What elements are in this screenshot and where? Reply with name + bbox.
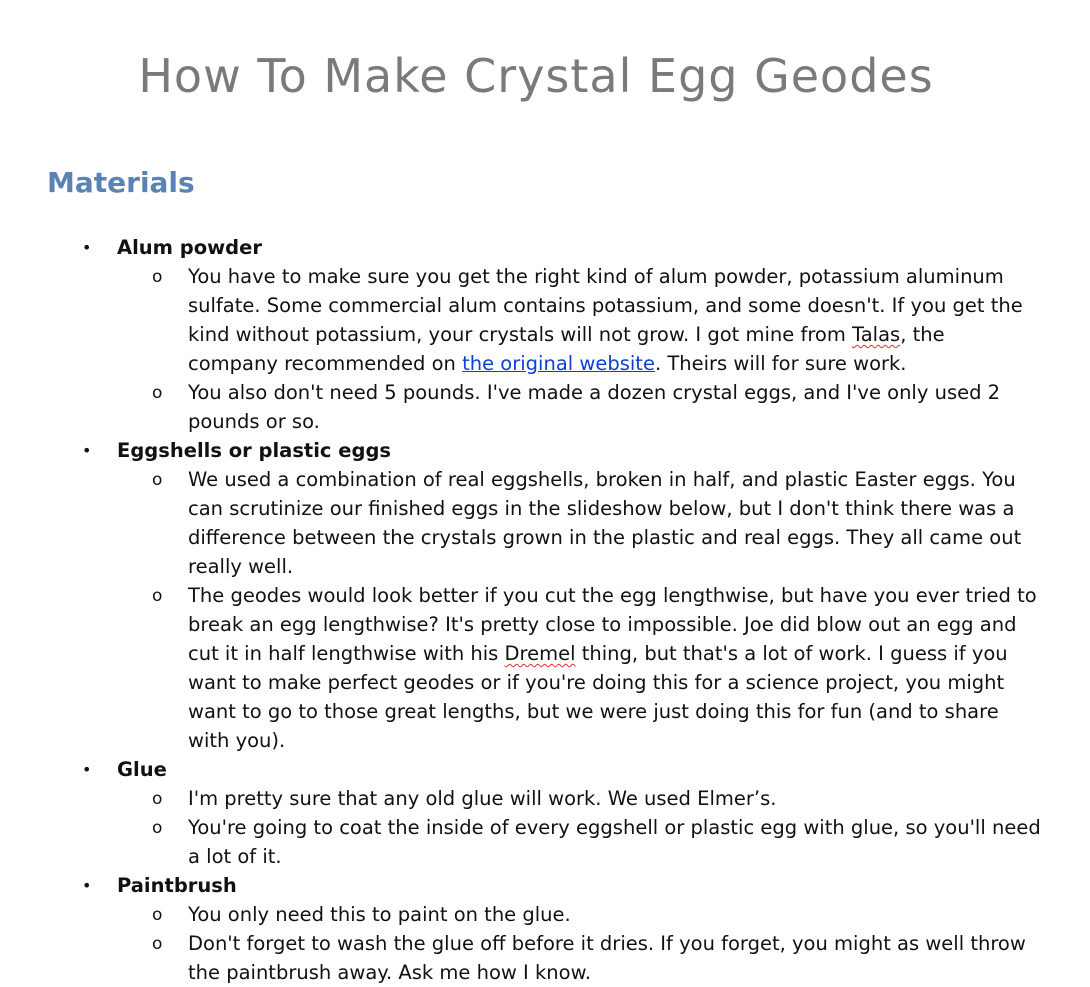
- materials-list: [0, 233, 1090, 987]
- sub-item-line: [0, 523, 1090, 552]
- sub-item-text: We used a combination of real eggshells, broken in half, and plastic Easter eggs. You: [188, 468, 1016, 491]
- sub-bullet-icon: o: [152, 383, 163, 403]
- sub-bullet-icon: o: [152, 905, 163, 925]
- sub-item-text: want to go to those great lengths, but we were just doing this for fun (and to share: [188, 700, 999, 723]
- text-run: kind without potassium, your crystals will not grow. I got mine from: [188, 323, 853, 346]
- material-label: Glue: [117, 758, 167, 781]
- section-heading-materials: Materials: [47, 166, 195, 199]
- sub-item-text: really well.: [188, 555, 294, 578]
- sub-bullet-icon: o: [152, 267, 163, 287]
- sub-item-line: [0, 784, 1090, 813]
- sub-item-text: [188, 349, 907, 378]
- sub-item-line: [0, 552, 1090, 581]
- sub-item-text: break an egg lengthwise? It's pretty close to impossible. Joe did blow out an egg and: [188, 613, 1017, 636]
- sub-item-text: I'm pretty sure that any old glue will work. We used Elmer’s.: [188, 787, 777, 810]
- sub-item-text: pounds or so.: [188, 410, 320, 433]
- bullet-icon: •: [82, 876, 92, 895]
- list-item-alum-powder: [0, 233, 1090, 262]
- sub-item-text: want to make perfect geodes or if you're doing this for a science project, you might: [188, 671, 1005, 694]
- sub-item-text: [188, 639, 1008, 668]
- sub-item-text: You only need this to paint on the glue.: [188, 903, 571, 926]
- original-website-link[interactable]: the original website: [462, 352, 655, 375]
- misspelled-word[interactable]: Dremel: [504, 642, 576, 665]
- sub-item-line: [0, 813, 1090, 842]
- list-item-glue: [0, 755, 1090, 784]
- sub-item-text: You're going to coat the inside of every eggshell or plastic egg with glue, so you'll need: [188, 816, 1041, 839]
- text-run: company recommended on: [188, 352, 463, 375]
- sub-item-text: difference between the crystals grown in the plastic and real eggs. They all came out: [188, 526, 1022, 549]
- sub-item-line: [0, 262, 1090, 291]
- sub-item-line: [0, 291, 1090, 320]
- sub-item-line: [0, 639, 1090, 668]
- sub-bullet-icon: o: [152, 818, 163, 838]
- sub-item-line: [0, 842, 1090, 871]
- sub-item-line: [0, 581, 1090, 610]
- sub-bullet-icon: o: [152, 934, 163, 954]
- sub-item-text: [188, 320, 945, 349]
- list-item-paintbrush: [0, 871, 1090, 900]
- text-run: thing, but that's a lot of work. I guess if you: [575, 642, 1008, 665]
- document-title: How To Make Crystal Egg Geodes: [138, 49, 934, 103]
- sub-item-text: can scrutinize our finished eggs in the slideshow below, but I don't think there was a: [188, 497, 1015, 520]
- misspelled-word[interactable]: Talas: [852, 323, 901, 346]
- bullet-icon: •: [82, 441, 92, 460]
- sub-item-text: sulfate. Some commercial alum contains potassium, and some doesn't. If you get the: [188, 294, 1023, 317]
- sub-bullet-icon: o: [152, 470, 163, 490]
- material-label: Eggshells or plastic eggs: [117, 439, 392, 462]
- sub-item-line: [0, 407, 1090, 436]
- sub-item-line: [0, 958, 1090, 987]
- sub-item-line: [0, 929, 1090, 958]
- sub-bullet-icon: o: [152, 789, 163, 809]
- text-run: cut it in half lengthwise with his: [188, 642, 505, 665]
- sub-item-line: [0, 726, 1090, 755]
- sub-item-line: [0, 610, 1090, 639]
- sub-item-line: [0, 697, 1090, 726]
- sub-item-text: The geodes would look better if you cut the egg lengthwise, but have you ever tried to: [188, 584, 1037, 607]
- material-label: Paintbrush: [117, 874, 237, 897]
- bullet-icon: •: [82, 760, 92, 779]
- sub-item-line: [0, 378, 1090, 407]
- sub-item-line: [0, 349, 1090, 378]
- sub-item-text: You also don't need 5 pounds. I've made a dozen crystal eggs, and I've only used 2: [188, 381, 1001, 404]
- sub-item-text: You have to make sure you get the right kind of alum powder, potassium aluminum: [188, 265, 1004, 288]
- sub-item-text: Don't forget to wash the glue off before it dries. If you forget, you might as well throw: [188, 932, 1026, 955]
- bullet-icon: •: [82, 238, 92, 257]
- sub-item-line: [0, 900, 1090, 929]
- sub-item-text: the paintbrush away. Ask me how I know.: [188, 961, 591, 984]
- text-run: . Theirs will for sure work.: [654, 352, 907, 375]
- list-item-eggshells: [0, 436, 1090, 465]
- sub-item-line: [0, 668, 1090, 697]
- sub-item-line: [0, 494, 1090, 523]
- sub-item-text: with you).: [188, 729, 286, 752]
- material-label: Alum powder: [117, 236, 262, 259]
- text-run: , the: [900, 323, 945, 346]
- sub-item-text: a lot of it.: [188, 845, 282, 868]
- sub-item-line: [0, 465, 1090, 494]
- sub-bullet-icon: o: [152, 586, 163, 606]
- sub-item-line: [0, 320, 1090, 349]
